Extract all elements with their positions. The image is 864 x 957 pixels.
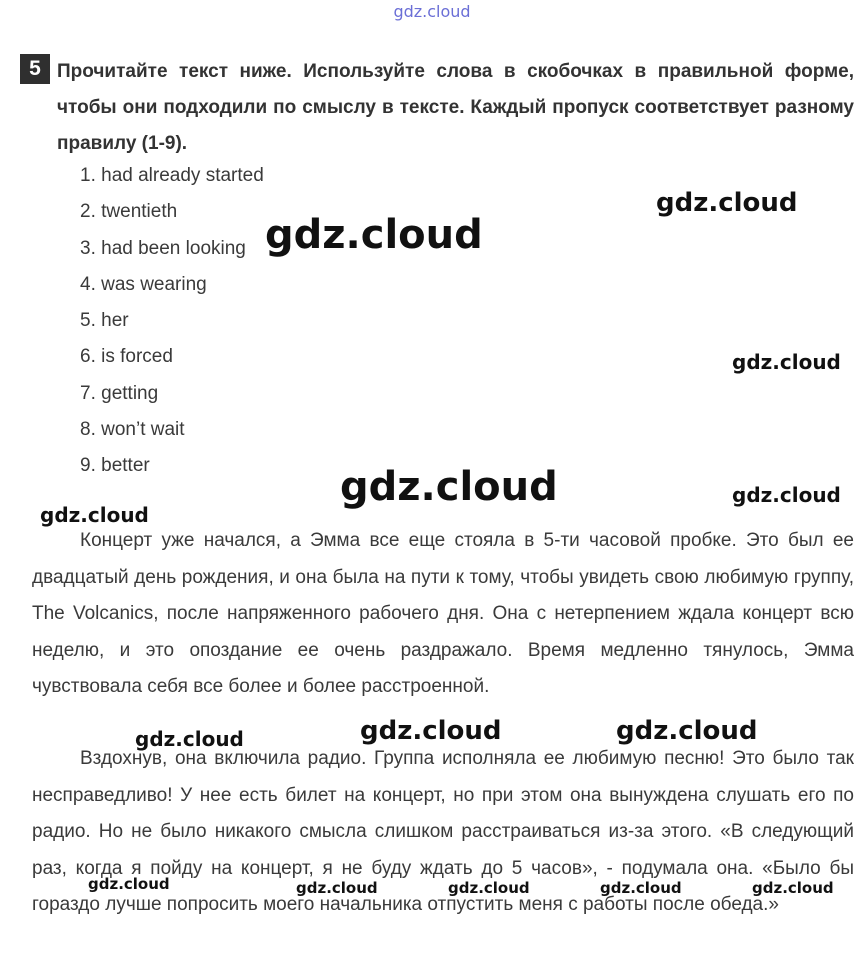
watermark: gdz.cloud [656,188,798,218]
watermark: gdz.cloud [360,716,502,746]
watermark: gdz.cloud [448,879,530,897]
watermark-top: gdz.cloud [393,2,471,21]
task-instruction: Прочитайте текст ниже. Используйте слова в скобочках в правильной форме, чтобы они подходили по смыслу в тексте. Каждый пропуск соответствует разному правилу (1-9). [57,61,854,154]
watermark: gdz.cloud [296,879,378,897]
watermark: gdz.cloud [40,503,149,527]
answer-list [80,158,264,485]
watermark: gdz.cloud [88,875,170,893]
answer-item-5: 5. her [80,310,129,332]
paragraph-1: Концерт уже начался, а Эмма все еще стояла в 5-ти часовой пробке. Это был ее двадцатый день рождения, и она была на пути к тому, чтобы увидеть свою любимую группу, The Volcanics, после напряженного рабочего дня. Она с нетерпением ждала концерт всю неделю, и это опоздание ее очень раздражало. Время медленно тянулось, Эмма чувствовала себя все более и более расстроенной. [32,530,854,698]
watermark: gdz.cloud [340,464,558,510]
answer-item-8: 8. won’t wait [80,419,185,441]
watermark: gdz.cloud [732,483,841,507]
answer-item-4: 4. was wearing [80,273,207,295]
watermark: gdz.cloud [732,350,841,374]
answer-item-9: 9. better [80,455,150,477]
task-number-badge: 5 [20,54,50,84]
answer-item-1: 1. had already started [80,165,264,186]
watermark: gdz.cloud [752,879,834,897]
watermark: gdz.cloud [600,879,682,897]
watermark: gdz.cloud [616,716,758,746]
answer-item-7: 7. getting [80,382,159,404]
paragraph-2: Вздохнув, она включила радио. Группа исполняла ее любимую песню! Это было так несправедливо! У нее есть билет на концерт, но при этом она вынуждена слушать его по радио. Но не было никакого смысла слишком расстраиваться из-за этого. «В следующий раз, когда я пойду на концерт, я не буду ждать до 5 часов», - подумала она. «Было бы гораздо лучше попросить моего начальника отпустить меня с работы после обеда.» [32,748,854,916]
watermark: gdz.cloud [265,212,483,258]
answer-item-6: 6. is forced [80,346,173,368]
answer-item-3: 3. had been looking [80,237,246,259]
answer-item-2: 2. twentieth [80,201,178,223]
watermark: gdz.cloud [135,727,244,751]
